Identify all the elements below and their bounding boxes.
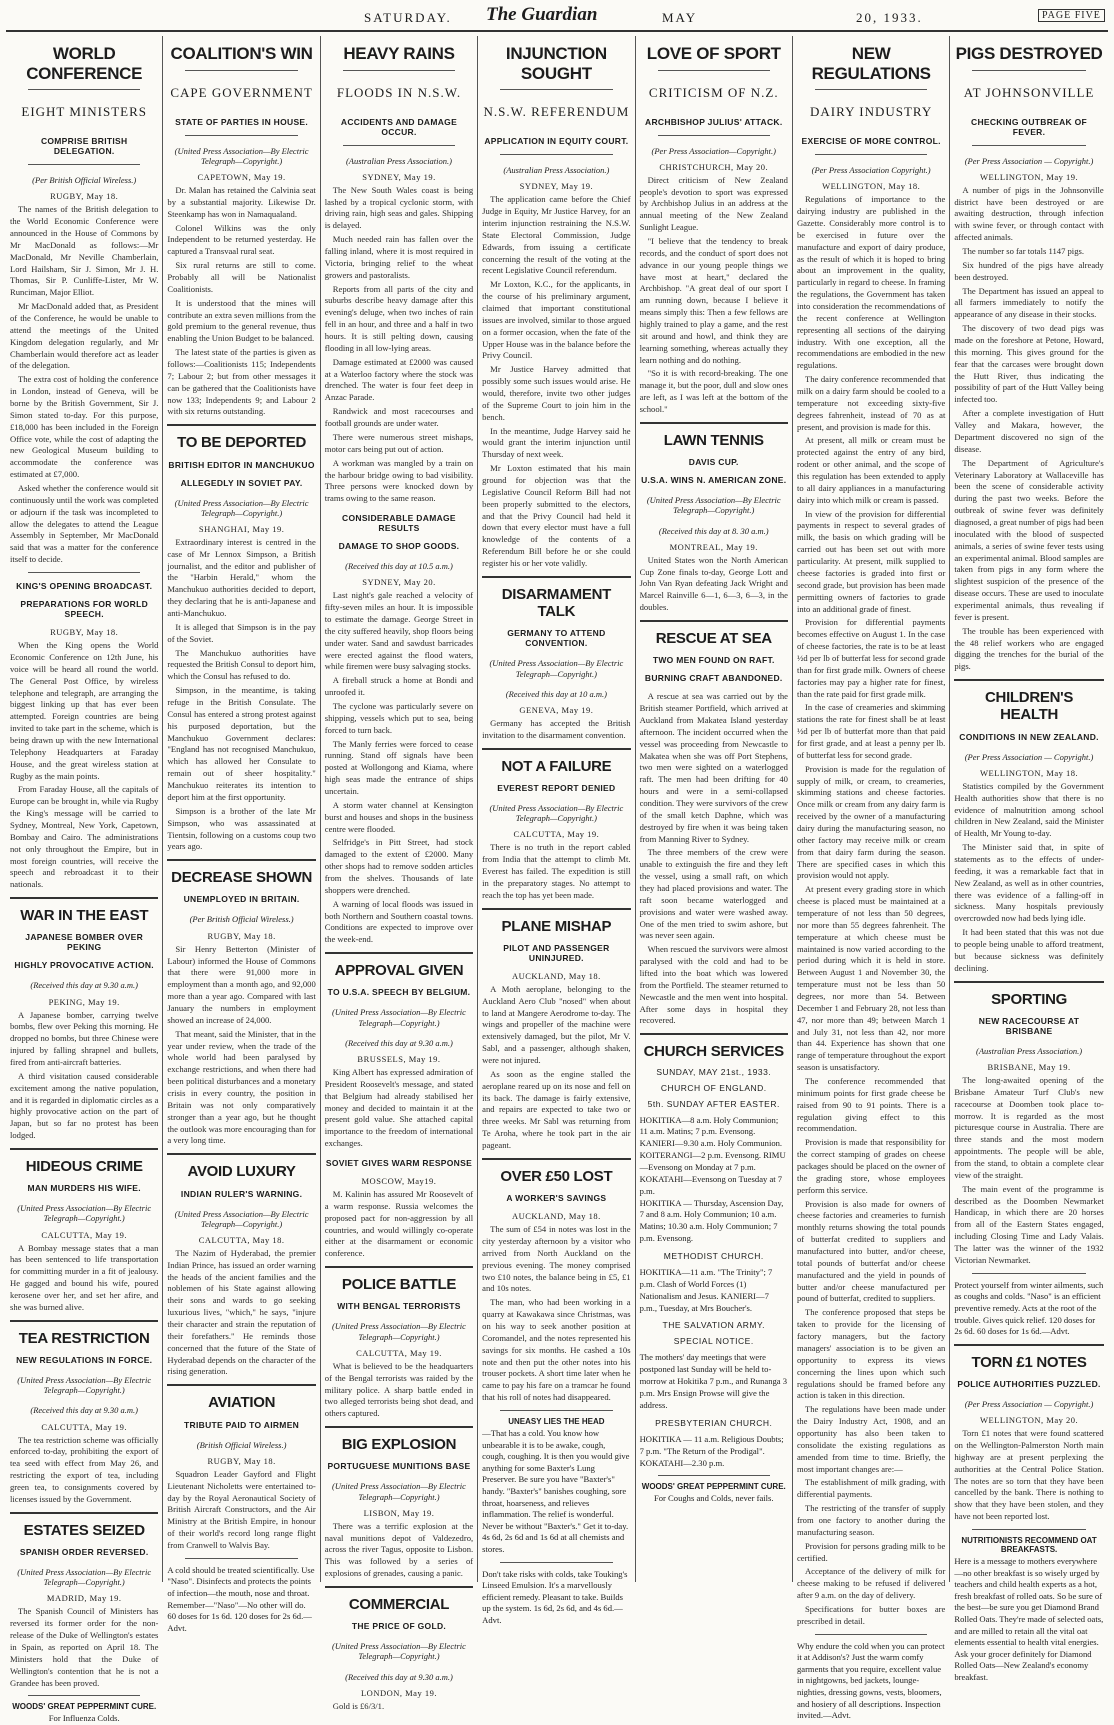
- agency-line: (United Press Association—By Electric Telegraph—Copyright.): [174, 497, 309, 518]
- paragraph: There was a terrific explosion at the naval munitions depot of Valdezedro, across the river Tagus, opposite to Lisbon. This was followed by a series of explosions of grenades, causing a panic.: [324, 1520, 474, 1579]
- subhead-provocative: HIGHLY PROVOCATIVE ACTION.: [14, 960, 154, 971]
- dateline: CALCUTTA, May 19.: [513, 829, 600, 840]
- masthead: [0, 0, 1114, 30]
- subhead-british-editor: BRITISH EDITOR IN MANCHUKUO: [168, 459, 315, 470]
- agency-line: (United Press Association—By Electric Telegraph—Copyright.): [332, 1481, 466, 1502]
- article-body: [482, 194, 630, 570]
- service-listing: KOITERANGI—2 p.m. Evensong. RIMU—Evensong on Monday at 7 p.m. KOKATAHI—Evensong on Tuesday at 7 p.m.: [639, 1150, 786, 1196]
- subhead-johnsonville: AT JOHNSONVILLE: [963, 84, 1095, 100]
- paragraph: A Bombay message states that a man has been sentenced to life transportation for committing murder in a fit of jealousy. He gagged and bound his wife, poured kerosene over her, and set her afire, and she was burned alive.: [10, 1242, 159, 1312]
- paragraph: The regulations have been made under the Dairy Industry Act, 1908, and an opportunity has also been taken to consolidate the existing regulations as amended from time to time. Briefly, the most important changes are:—: [796, 1404, 946, 1474]
- paragraph: A warning of local floods was issued in both Northern and Southern coastal towns. Conditions are expected to improve over the week-end.: [324, 898, 474, 945]
- agency-line: (United Press Association—By Electric Telegraph—Copyright.): [332, 1641, 466, 1662]
- paragraph: The number so far totals 1147 pigs.: [962, 246, 1084, 257]
- headline-heavy-rains: HEAVY RAINS: [343, 44, 455, 63]
- column-6: [793, 36, 950, 1721]
- dateline: SYDNEY, May 19.: [362, 171, 436, 182]
- dateline: GENEVA, May 19.: [519, 704, 594, 715]
- headline-avoid-luxury: AVOID LUXURY: [187, 1163, 296, 1181]
- paragraph: Specifications for butter boxes are prescribed in detail.: [796, 1603, 946, 1626]
- paragraph: The Spanish Council of Ministers has reversed its former order for the non-release of the Duke of Wellington's estates in Spain, as reported on April 18. The Ministers hold that the Duke of Wellington's contention that he is not a Grandee has been proved.: [10, 1606, 159, 1688]
- subhead-police-puzzled: POLICE AUTHORITIES PUZZLED.: [957, 1378, 1101, 1389]
- article-body: [797, 194, 945, 1627]
- paragraph: A Japanese bomber, carrying twelve bombs, flew over Peking this morning. He dropped no bombs, but three Chinese were injured by falling shrapnel and bullets, fired from anti-aircraft batteries.: [10, 1009, 159, 1067]
- subhead-state-of-parties: STATE OF PARTIES IN HOUSE.: [175, 116, 309, 127]
- subhead-archbishop: ARCHBISHOP JULIUS' ATTACK.: [645, 116, 783, 127]
- paragraph: As soon as the engine stalled the aeroplane reared up on its nose and fell on its back. The damage is fairly extensive, and repairs are expected to take two or three weeks. Mr Sabl was returning from Te Aroha, where he took part in the air pageant.: [482, 1068, 631, 1151]
- paragraph: The Department has issued an appeal to all farmers immediately to notify the appearance of any disease in their stocks.: [954, 285, 1104, 320]
- agency-line: (Per Press Association Copyright.): [811, 165, 931, 176]
- paragraph: A storm water channel at Kensington burst and houses and shops in the business centre were flooded.: [324, 799, 474, 834]
- article-body: [325, 1361, 473, 1420]
- presbyterian-church: PRESBYTERIAN CHURCH.: [655, 1417, 773, 1428]
- agency-line: (British Official Wireless.): [196, 1439, 287, 1450]
- agency-line: (United Press Association—By Electric Telegraph—Copyright.): [17, 1567, 152, 1588]
- paragraph: From Faraday House, all the capitals of Europe can be brought in, while via Rugby the King's message will be carried to Sydney, Montreal, New York, Capetown, Bombay and Cairo. The administrations not only throughout the Empire, but in most foreign countries, will receive the speech and rebroadcast it to their nationals.: [10, 784, 159, 890]
- dateline: SYDNEY, May 20.: [362, 577, 436, 588]
- paragraph: Simpson is a brother of the late Mr Simpson, who was assassinated at Tientsin, following on a customs coup two years ago.: [167, 805, 316, 852]
- article-body: [10, 1243, 158, 1314]
- subhead-shop-goods: DAMAGE TO SHOP GOODS.: [338, 541, 460, 552]
- dateline: LONDON, May 19.: [360, 1687, 437, 1698]
- paragraph: The sum of £54 in notes was lost in the city yesterday afternoon by a visitor who arrived from North Auckland on the previous evening. The money comprised two £10 notes, the balance being in £5, £1 and 10s notes.: [482, 1224, 631, 1294]
- headline-hideous-crime: HIDEOUS CRIME: [25, 1158, 143, 1175]
- paragraph: The New South Wales coast is being lashed by a tropical cyclonic storm, with driving rain, high seas and gales. Shipping is delayed.: [324, 184, 474, 231]
- advert-text: —That has a cold. You know how unbearable it is to be awake, cough, cough, coughing. It is then you would give anything for some Baxter's Lung Preserver. Be sure you have "Baxter's" handy. "Baxter's" banishes coughing, sore throat, hoarseness, and relieves inflammation. The relief is wonderful. Never be without "Baxter's." Get it to-day. 4s 6d, 2s 6d and 1s 6d at all chemists and stores.: [482, 1428, 630, 1554]
- column-1: [6, 36, 163, 1724]
- paragraph: United States won the North American Cup Zone finals to-day, George Lott and John Van Ryan defeating Jack Wright and Marcel Rainville 6—1, 6—3, 6—3, in the doubles.: [639, 554, 788, 613]
- article-body: [640, 175, 788, 416]
- article-body: [325, 1067, 473, 1150]
- article-body: [954, 1428, 1103, 1523]
- masthead-paper-title: The Guardian: [486, 4, 598, 25]
- paragraph: Mr Loxton, K.C., for the applicants, in the course of his preliminary argument, claimed that important constitutional issues are involved, similar to those argued on a former occasion, when the fate of the Upper House was in the balance before the Privy Council.: [482, 279, 631, 361]
- paragraph: At present every grading store in which cheese is placed must be maintained at a temperature of not less than 50 degrees, nor more than 55 degrees fahrenheit. The temperature at which cheese must be maintained is now varied according to the period during which it is held in store. Between August 1 and November 30, the temperature must not be less than 50 degrees, nor more than 54. Between December 1 and February 28, not less than 47, nor more than 49; between March 1 and July 31, not less than 42, nor more than 44. Experience has shown that one range of temperature throughout the export season is unsatisfactory.: [796, 884, 946, 1073]
- article-body: [10, 1010, 158, 1142]
- article-body: [167, 1469, 315, 1552]
- service-listing: HOKITIKA — 11 a.m. Religious Doubts; 7 p.m. "The Return of the Prodigal". KOKATAHI—2.30 p.m.: [639, 1433, 784, 1468]
- dateline: RUGBY, May 18.: [207, 1455, 276, 1466]
- sunday-after-easter: 5th. SUNDAY AFTER EASTER.: [647, 1098, 780, 1109]
- subhead-workers-savings: A WORKER'S SAVINGS: [506, 1193, 607, 1204]
- paragraph: The Minister said that, in spite of statements as to the effects of under-feeding, it was a remarkable fact that in New Zealand, as well as in other countries, there was evidence of a falling-off in sickness. Many hospitals previously overcrowded now had beds lying idle.: [954, 842, 1104, 924]
- article-body: [640, 555, 788, 614]
- subhead-more-control: EXERCISE OF MORE CONTROL.: [801, 136, 941, 147]
- article-body: [482, 718, 630, 742]
- article-body: [325, 1521, 473, 1580]
- headline-disarmament-talk: DISARMAMENT TALK: [501, 585, 611, 621]
- article-body: [482, 984, 630, 1152]
- paragraph: The discovery of two dead pigs was made on the foreshore at Petone, Howard, this morning. This gives ground for the fear that the carcases were brought down the Hutt River, thus indicating the possibility of part of the Hutt Valley being infected too.: [954, 323, 1104, 405]
- subhead-equity-court: APPLICATION IN EQUITY COURT.: [484, 136, 629, 147]
- article-body: [10, 1435, 158, 1506]
- paragraph: King Albert has expressed admiration of President Roosevelt's message, and stated that Belgium had already stabilised her money and decided to maintain it at the present gold value. She attached capital importance to the freedom of international exchanges.: [324, 1067, 474, 1149]
- subhead-dairy-industry: DAIRY INDUSTRY: [810, 104, 933, 120]
- paragraph: The conference proposed that steps be taken to provide for the licensing of factory managers, but the factory managers' association is to be given an opportunity to express its views concerning the lines upon which such regulations should be framed before any action is taken in this direction.: [796, 1307, 946, 1401]
- advert-heading: UNEASY LIES THE HEAD: [508, 1417, 605, 1427]
- headline-injunction-sought: INJUNCTION SOUGHT: [505, 44, 607, 83]
- paragraph: Extraordinary interest is centred in the case of Mr Lennox Simpson, a British journalist, and the editor and publisher of the "Harbin Herald," whom the Manchukuo authorities decided to deport, they declaring that he is anti-Japanese and anti-Manchukuo.: [167, 536, 316, 619]
- headline-plane-mishap: PLANE MISHAP: [501, 917, 612, 935]
- paragraph: When rescued the survivors were almost paralysed with the cold and had to be lifted into the boat which was lowered from the Portfield. The steamer returned to Newcastle and the men went into hospital. After some days in hospital they recovered.: [639, 944, 788, 1026]
- dateline: MOSCOW, May19.: [361, 1176, 437, 1187]
- paragraph: Provision for differential payments becomes effective on August 1. In the case of cheese factories, the rate is to be at least ½d per lb of butterfat less for second grade than for first grade milk. Owners of cheese factories may pay a higher rate for finest, than the rate paid for first grade milk.: [796, 617, 946, 699]
- service-listing: The mothers' day meetings that were postponed last Sunday will be held to-morrow at Hokitika 7 p.m., and Runanga 3 p.m. Mrs Ensign Prowse will give the address.: [639, 1352, 788, 1410]
- column-3: [321, 36, 478, 1711]
- service-listing: HOKITIKA—11 a.m. "The Trinity"; 7 p.m. Clash of World Forces (1) Nationalism and Jesus. KANIERI—7 p.m., Tuesday, at Mrs Boucher's.: [639, 1267, 773, 1313]
- paragraph: Asked whether the conference would sit continuously until the work was completed or adjourn if the task was incompleted to allow the delegates to attend the League Assembly in September, Mr MacDonald said that was a matter for the conference itself to decide.: [10, 483, 159, 565]
- paragraph: The dairy conference recommended that milk on a dairy farm should be cooled to a temperature not exceeding sixty-five degrees fahrenheit, instead of 70 as at present, and provision is made for this.: [796, 374, 946, 432]
- methodist-church: METHODIST CHURCH.: [663, 1251, 764, 1262]
- dateline: CHRISTCHURCH, May 20.: [659, 161, 769, 172]
- dateline: CALCUTTA, May 18.: [198, 1234, 285, 1245]
- agency-line: (Per Press Association—Copyright.): [651, 145, 776, 156]
- paragraph: In view of the provision for differential payments in respect to several grades of milk, the basis on which grading will be carried out has been set out with more particularity. At present, milk supplied to cheese factories is graded into first or second grade, but provision has been made permitting owners of factories to grade into an additional grade of finest.: [796, 508, 946, 614]
- subhead-accidents: ACCIDENTS AND DAMAGE OCCUR.: [340, 116, 458, 137]
- paragraph: The extra cost of holding the conference in London, instead of Geneva, will be borne by the British Government, Sir J. Simon stated to-day. For this purpose, £18,000 has been included in the Foreign Office vote, while the cost of adapting the new Geological Museum building to accommodate the conference was estimated at £7,000.: [10, 374, 159, 480]
- subhead-checking-outbreak: CHECKING OUTBREAK OF FEVER.: [971, 116, 1088, 137]
- headline-big-explosion: BIG EXPLOSION: [341, 1436, 457, 1454]
- agency-line: (Per British Official Wireless.): [189, 914, 294, 925]
- article-body: [167, 537, 315, 853]
- headline-pigs-destroyed: PIGS DESTROYED: [955, 44, 1103, 63]
- agency-line: (Per Press Association — Copyright.): [964, 1398, 1094, 1409]
- dateline: CALCUTTA, May 19.: [41, 1229, 128, 1240]
- headline-torn-notes: TORN £1 NOTES: [971, 1353, 1087, 1371]
- paragraph: The Department of Agriculture's Veterinary Laboratory at Wallaceville has been the scene of considerable activity during the past two weeks. Before the outbreak of swine fever was definitely diagnosed, a great number of pigs had been inoculated with the blood of suspected animals, a series of swine fever tests using an experimental animal. Blood samples are taken from pigs in any form where the slightest suspicion of the presence of the disease occurs. These are used to inoculate experimental animals, thus revealing if fever is present.: [954, 457, 1104, 622]
- advert-text: For Coughs and Colds, never fails.: [653, 1493, 774, 1504]
- headline-police-battle: POLICE BATTLE: [341, 1276, 457, 1294]
- headline-approval-given: APPROVAL GIVEN: [334, 962, 464, 980]
- dateline: WELLINGTON, May 20.: [979, 1415, 1079, 1426]
- dateline: WELLINGTON, May 18.: [822, 181, 921, 192]
- headline-aviation: AVIATION: [208, 1394, 276, 1412]
- paragraph: A rescue at sea was carried out by the British steamer Portfield, which arrived at Auckland from Makatea Island yesterday afternoon. The incident occurred when the vessel was proceeding from Newcastle to Makatea when she was off Port Stephens, two men were sighted on a waterlogged raft. The men had been drifting for 40 hours and were in a semi-collapsed condition. They were survivors of the crew of the small ketch Daphne, which was destroyed by fire when it was being taken from Manning River to Sydney.: [639, 691, 788, 844]
- agency-line: (United Press Association—By Electric Telegraph—Copyright.): [646, 495, 781, 516]
- advert-text: Protect yourself from winter ailments, such as coughs and colds. "Naso" is an efficient preventive remedy. Acts at the root of the trouble. Gives quick relief. 120 doses for 2s 6d. 60 doses for 1s 6d.—Advt.: [954, 1279, 1104, 1337]
- subhead-burning-craft: BURNING CRAFT ABANDONED.: [644, 673, 783, 684]
- article-body: [954, 185, 1103, 673]
- received-line: (Received this day at 8. 30 a.m.): [658, 525, 769, 536]
- article-body: [325, 590, 473, 946]
- paragraph: Torn £1 notes that were found scattered on the Wellington-Palmerston North main highway are at present perplexing the authorities at the Central Police Station. The notes are so torn that they have been cancelled by the bank. There is nothing to show that they have been stolen, and they have not been reported lost.: [954, 1428, 1104, 1522]
- paragraph: Sir Henry Betterton (Minister of Labour) informed the House of Commons that there were 91,000 more in employment than a month ago, and 92,000 more than a year ago. Compared with last January the numbers in employment showed an increase of 24,000.: [167, 943, 316, 1025]
- subhead-belgium: TO U.S.A. SPEECH BY BELGIUM.: [327, 987, 471, 998]
- paragraph: The Nazim of Hyderabad, the premier Indian Prince, has issued an order warning the heads of the ancient families and the noblemen of his State against allowing their sons and wards to go seeking luxurious lives, "which," he says, "injure their character and strain the reputation of their forefathers." He reminds those concerned that the future of the State of Hyderabad depends on the character of the rising generation.: [167, 1247, 316, 1377]
- article-body: [640, 691, 788, 1027]
- received-line: (Received this day at 10.5 a.m.): [345, 561, 453, 572]
- paragraph: Statistics compiled by the Government Health authorities show that there is no evidence of malnutrition among school children in New Zealand, said the Minister of Health, Mr Young to-day.: [954, 780, 1104, 839]
- headline-commercial: COMMERCIAL: [348, 1596, 450, 1614]
- received-line: (Received this day at 9.30 a.m.): [345, 1671, 453, 1682]
- dateline: WELLINGTON, May 18.: [979, 767, 1079, 778]
- paragraph: Mr Loxton estimated that his main ground for objection was that the Legislative Council Reform Bill had not been properly submitted to the electors, and that the Privy Council had held it down that every elector must have a full knowledge of the contents of a Referendum Bill before he or she could register his or her vote validly.: [482, 463, 631, 569]
- agency-line: (United Press Association—By Electric Telegraph—Copyright.): [332, 1007, 466, 1028]
- received-line: (Received this day at 9.30 a.m.): [345, 1037, 453, 1048]
- dateline: AUCKLAND, May 18.: [511, 970, 601, 981]
- headline-estates-seized: ESTATES SEIZED: [23, 1521, 145, 1539]
- column-2: [163, 36, 320, 1633]
- article-body: [10, 640, 158, 891]
- dateline: CALCUTTA, May 19.: [41, 1421, 128, 1432]
- masthead-month: MAY: [662, 10, 698, 25]
- church-of-england: CHURCH OF ENGLAND.: [660, 1082, 767, 1093]
- advert-text: For Influenza Colds.: [48, 1713, 120, 1724]
- paragraph: Mr MacDonald added that, as President of the Conference, he would be unable to attend the meetings of the United Kingdom delegation regularly, and Mr Chamberlain would therefore act as leader of the delegation.: [10, 301, 159, 371]
- article-body: [10, 204, 158, 566]
- paragraph: Dr. Malan has retained the Calvinia seat by a substantial majority. Likewise Dr. Steenkamp has won in Namaqualand.: [167, 184, 316, 219]
- advert-text: Don't take risks with colds, take Touking's Linseed Emulsion. It's a marvellously efficient remedy. Pleasant to take. Builds up the system. 1s 6d, 2s 6d, and 4s 6d.—Advt.: [482, 1568, 628, 1625]
- masthead-rule: [6, 30, 1108, 32]
- paragraph: The latest state of the parties is given as follows:—Coalitionists 115; Independents 7; Labour 2; but from other messages it can be gathered that the Coalitionists have now 133; Independents 9; and Labour 2 with six returns outstanding.: [167, 347, 316, 417]
- paragraph: Provision for persons grading milk to be certified.: [796, 1540, 946, 1563]
- headline-world-conference: WORLD CONFERENCE: [26, 44, 143, 83]
- headline-lawn-tennis: LAWN TENNIS: [663, 431, 764, 449]
- paragraph: Provision is made for the regulation of supply of milk, or cream, to creameries, skimming stations and cheese factories. Once milk or cream from any dairy farm is received by the owner of a manufacturing dairy during the manufacturing season, no other factory may receive milk or cream from that dairy farm during the season. There are specified cases in which this provision would not apply.: [796, 763, 946, 881]
- dateline: WELLINGTON, May 19.: [979, 171, 1079, 182]
- subhead-man-murders: MAN MURDERS HIS WIFE.: [27, 1183, 141, 1194]
- paragraph: Colonel Wilkins was the only Independent to be returned yesterday. He captured a Transvaal rural seat.: [167, 222, 316, 257]
- paragraph: "I believe that the tendency to break records, and the conduct of sport does not advance in our young people things we have most at heart," declared the Archbishop. "A great deal of our sport I am running down, because I believe it means simply this: Then a few fellows are highly trained to play a game, and the rest sit around and howl, and think they are learning something, whereas actually they learn nothing and do nothing.: [639, 236, 788, 365]
- headline-coalitions-win: COALITION'S WIN: [170, 44, 313, 63]
- article-body: [167, 944, 315, 1148]
- headline-tea-restriction: TEA RESTRICTION: [18, 1329, 150, 1347]
- advert-heading: NUTRITIONISTS RECOMMEND OAT BREAKFASTS.: [961, 1536, 1097, 1555]
- paragraph: Direct criticism of New Zealand people's devotion to sport was expressed by Archbishop Julius in an address at the annual meeting of the New Zealand Sunlight League.: [639, 174, 788, 233]
- subhead-new-racecourse: NEW RACECOURSE AT BRISBANE: [978, 1015, 1080, 1036]
- service-listing: HOKITIKA — Thursday, Ascension Day, 7 and 8 a.m. Holy Communion; 10 a.m. Matins; 10.30 a.m. Holy Communion; 7 p.m. Evensong.: [639, 1197, 784, 1244]
- subhead-unemployed: UNEMPLOYED IN BRITAIN.: [183, 894, 300, 905]
- paragraph: Acceptance of the delivery of milk for cheese making to be refused if delivered after 9 a.m. on the day of delivery.: [796, 1566, 946, 1601]
- headline-decrease-shown: DECREASE SHOWN: [171, 869, 312, 887]
- dateline: CAPETOWN, May 19.: [197, 171, 286, 182]
- paragraph: That meant, said the Minister, that in the year under review, when the trade of the whole world had been paralysed by exchange restrictions, and when there had been political disturbances and a monetary crisis in every country, the position in Britain was not only comparatively stronger than a year ago, but he thought the outlook was more encouraging than for a very long time.: [167, 1028, 316, 1146]
- received-line: (Received this day at 9.30 a.m.): [30, 980, 139, 991]
- paragraph: After a complete investigation of Hutt Valley and Makara, however, the Department discovered no sign of the disease.: [954, 408, 1104, 454]
- headline-war-in-east: WAR IN THE EAST: [20, 907, 149, 925]
- headline-church-services: CHURCH SERVICES: [643, 1043, 784, 1061]
- dateline: BRISBANE, May 19.: [987, 1061, 1071, 1072]
- dateline: SYDNEY, May 19.: [519, 181, 594, 192]
- subhead-indian-ruler: INDIAN RULER'S WARNING.: [180, 1188, 303, 1199]
- paragraph: The conference recommended that minimum points for first grade cheese be raised from 90 to 91 points. There is a regulation giving effect to this recommendation.: [796, 1076, 946, 1134]
- agency-line: (United Press Association—By Electric Telegraph—Copyright.): [489, 802, 624, 824]
- subhead-preparations: PREPARATIONS FOR WORLD SPEECH.: [20, 599, 149, 620]
- paragraph: The long-awaited opening of the Brisbane Amateur Turf Club's new racecourse at Doomben took place to-morrow. It is regarded as the most picturesque course in Australia. There are three stands and the most modern appointments. The people will be able, from the stand, to obtain a complete clear view of the straight.: [954, 1074, 1104, 1180]
- subhead-soviet-response: SOVIET GIVES WARM RESPONSE: [325, 1158, 473, 1169]
- advert-text: Why endure the cold when you can protect it at Addison's? Just the warm comfy garments that you require, excellent value in nightgowns, bed jackets, lounge-nighties, dressing gowns, vests, bloomers, and hosiery of all descriptions. Inspection invited.—Advt.: [796, 1640, 945, 1721]
- agency-line: (United Press Association—By Electric Telegraph—Copyright.): [489, 658, 624, 679]
- agency-line: (Australian Press Association.): [503, 165, 610, 176]
- agency-line: (United Press Association—By Electric Telegraph—Copyright.): [174, 145, 309, 166]
- paragraph: At present, all milk or cream must be protected against the entry of any bird, rodent or other animal, and the scope of this regulation has been extended to apply to all dairy appliances in a manufacturing dairy into which milk or cream is passed.: [796, 435, 946, 505]
- paragraph: The establishment of milk grading, with differential payments.: [796, 1477, 946, 1500]
- paragraph: Squadron Leader Gayford and Flight Lieutenant Nicholetts were entertained to-day by the Royal Aeronautical Society of British Aircraft Constructors, and the Air Ministry at the British Empire, in honour of their world's record long range flight from Cranwell to Walvis Bay.: [167, 1468, 316, 1550]
- paragraph: Selfridge's in Pitt Street, had stock damaged to the extent of £2000. Many other shops had to remove sodden articles from the shelves. Thousands of late shoppers were drenched.: [324, 837, 474, 895]
- article-body: [167, 185, 315, 418]
- paragraph: Much needed rain has fallen over the falling inland, where it is most required in Victoria, bringing relief to the wheat growers and pastoralists.: [324, 234, 474, 280]
- paragraph: Reports from all parts of the city and suburbs describe heavy damage after this evening's deluge, when two inches of rain fell in an hour, and three and a half in two hours. It is still pelting down, causing flooding in all low-lying areas.: [324, 283, 474, 353]
- subhead-nsw-referendum: N.S.W. REFERENDUM: [483, 104, 630, 120]
- headline-over-50-lost: OVER £50 LOST: [500, 1167, 613, 1185]
- subhead-japanese-bomber: JAPANESE BOMBER OVER PEKING: [25, 932, 144, 953]
- paragraph: Germany has accepted the British invitation to the disarmament convention.: [482, 717, 631, 740]
- paragraph: M. Kalinin has assured Mr Roosevelt of a warm response. Russia welcomes the proposed pact for non-aggression by all countries, and would willingly co-operate either at the disarmament or economic conference.: [324, 1189, 474, 1259]
- subhead-germany: GERMANY TO ATTEND CONVENTION.: [507, 628, 606, 649]
- dateline: AUCKLAND, May 18.: [511, 1211, 601, 1222]
- article-body: [482, 1224, 630, 1404]
- headline-childrens-health: CHILDREN'S HEALTH: [985, 689, 1074, 724]
- column-4: [478, 36, 635, 1625]
- paragraph: "So it is with record-breaking. The one manage it, but the poor, dull and slow ones are left, as I was left at the bottom of the school.": [639, 368, 788, 415]
- subhead-usa-wins: U.S.A. WINS N. AMERICAN ZONE.: [641, 475, 787, 486]
- paragraph: The tea restriction scheme was officially enforced to-day, prohibiting the export of tea seed with effect from May 26, and restricting the export of tea, including green tea, to consignments covered by licenses issued by the Government.: [10, 1434, 159, 1504]
- paragraph: It is understood that the mines will contribute an extra seven millions from the gold premium to the general revenue, thus enabling the Union Budget to be balanced.: [167, 297, 316, 344]
- paragraph: Mr Justice Harvey admitted that possibly some such issues would arise. He would, therefore, invite two other judges of the Supreme Court to join him in the bench.: [482, 364, 631, 422]
- received-line: (Received this day at 10 a.m.): [505, 688, 607, 699]
- dateline: CALCUTTA, May 19.: [356, 1347, 442, 1358]
- subhead-tribute-airmen: TRIBUTE PAID TO AIRMEN: [184, 1419, 300, 1430]
- paragraph: A fireball struck a home at Bondi and unroofed it.: [324, 675, 474, 698]
- masthead-page-number: PAGE FIVE: [1038, 9, 1105, 22]
- paragraph: When the King opens the World Economic Conference on 12th June, his voice will be heard all round the world. The General Post Office, by wireless telephone and telegraph, are arranging the biggest linking up that has ever been attempted. Foreign countries are being invited to take part in the scheme, which is being drawn up with the new International Telephony Headquarters at Faraday House, and the great wireless station at Rugby as the main points.: [10, 640, 159, 781]
- paragraph: A third visitation caused considerable excitement among the native population, and it is regarded in diplomatic circles as a highly provocative action on the part of Japan, but so far no protest has been lodged.: [10, 1070, 159, 1141]
- paragraph: The application came before the Chief Judge in Equity, Mr Justice Harvey, for an interim injunction restraining the N.S.W. State Electoral Commission, Judge Edwards, from issuing a certificate concerning the result of the voting at the recent Legislative Council referendum.: [482, 194, 631, 276]
- column-5: [636, 36, 793, 1582]
- advert-text: Here is a message to mothers everywhere—no other breakfast is so wisely urged by teachers and child health experts as a hot, fresh breakfast of rolled oats. So be sure of the best—be sure you get Diamond Brand Rolled Oats. They're made of selected oats, and are milled to retain all the vital oat elements essential to health vital energies. Ask your grocer definitely for Diamond Rolled Oats—New Zealand's economy breakfast.: [954, 1556, 1104, 1682]
- subhead-two-men: TWO MEN FOUND ON RAFT.: [652, 655, 775, 666]
- subhead-floods: FLOODS IN N.S.W.: [336, 84, 462, 100]
- paragraph: It is alleged that Simpson is in the pay of the Soviet.: [167, 621, 316, 644]
- subhead-considerable-damage: CONSIDERABLE DAMAGE RESULTS: [342, 513, 456, 534]
- agency-line: (United Press Association—By Electric Telegraph—Copyright.): [332, 1321, 466, 1342]
- paragraph: Regulations of importance to the dairying industry are published in the Gazette. Considerably more control is to be exercised in future over the manufacture and export of dairy produce, as the result of which it is hoped to bring about an improvement in the quality, particularly in regard to cheese. In framing the regulations, the Government has taken into consideration the recommendations of the recent conference at Wellington representing all sections of the dairying industry. With one exception, all the recommendations are embodied in the new regulations.: [796, 194, 946, 371]
- paragraph: Randwick and most racecourses and football grounds are under water.: [324, 406, 474, 429]
- dateline: PEKING, May 19.: [48, 996, 120, 1007]
- paragraph: The names of the British delegation to the World Economic Conference were announced in the House of Commons by Mr MacDonald as follows:—Mr MacDonald, Mr Neville Chamberlain, Lord Hailsham, Sir J. Simon, Mr J. H. Thomas, Sir P. Cunliffe-Lister, Mr W. Runciman, Major Elliot.: [10, 204, 159, 298]
- headline-to-be-deported: TO BE DEPORTED: [177, 434, 307, 452]
- paragraph: The three members of the crew were unable to extinguish the fire and they left the vessel, using a small raft, on which they had placed provisions and water. The raft soon became waterlogged and provisions and water were washed away. One of the men tried to swim ashore, but was never seen again.: [639, 847, 788, 941]
- paragraph: The Manchukuo authorities have requested the British Consul to deport him, which the Consul has refused to do.: [167, 647, 316, 682]
- article-body: [482, 842, 630, 901]
- dateline: RUGBY, May 18.: [50, 191, 119, 202]
- paragraph: A Moth aeroplane, belonging to the Auckland Aero Club "nosed" when about to land at Mangere Aerodrome to-day. The wings and propeller of the machine were extensively damaged, but the pilot, Mr V. Sabl, and a passenger, although shaken, were not injured.: [482, 983, 631, 1066]
- subhead-criticism-nz: CRITICISM OF N.Z.: [648, 84, 779, 100]
- subhead-eight-ministers: EIGHT MINISTERS: [21, 104, 147, 120]
- paragraph: Simpson, in the meantime, is taking refuge in the British Consulate. The Consul has entered a strong protest against his purposed deportation, but the Manchukuo Government declares: "England has not recognised Manchukuo, which has allowed her Consulate to remain out of sheer hospitality." Manchukuo reiterates its intention to deport him at the first opportunity.: [167, 685, 316, 802]
- subhead-pilot-uninjured: PILOT AND PASSENGER UNINJURED.: [503, 942, 610, 963]
- paragraph: In the case of creameries and skimming stations the rate for finest shall be at least ½d per lb of butterfat more than that paid for first grade, and at least a penny per lb. of butterfat less for second grade.: [796, 702, 946, 760]
- salvation-army: THE SALVATION ARMY.: [662, 1320, 765, 1331]
- dateline: LISBON, May 19.: [363, 1507, 435, 1518]
- paragraph: A workman was mangled by a train on the harbour bridge owing to bad visibility. Three persons were knocked down by trams owing to the same reason.: [324, 457, 474, 504]
- paragraph: What is believed to be the headquarters of the Bengal terrorists was raided by the military police. A sharp battle ended in two alleged terrorists being shot dead, and others captured.: [324, 1360, 474, 1419]
- subhead-everest: EVEREST REPORT DENIED: [497, 782, 616, 793]
- paragraph: The cyclone was particularly severe on shipping, vessels which put to sea, being forced to turn back.: [324, 701, 474, 735]
- special-notice: SPECIAL NOTICE.: [673, 1336, 754, 1347]
- paragraph: Six hundred of the pigs have already been destroyed.: [954, 259, 1104, 282]
- subhead-price-of-gold: THE PRICE OF GOLD.: [351, 1621, 447, 1632]
- advert-heading: WOODS' GREAT PEPPERMINT CURE.: [641, 1482, 786, 1492]
- masthead-day: SATURDAY.: [364, 10, 452, 25]
- subhead-munitions-base: PORTUGUESE MUNITIONS BASE: [327, 1461, 471, 1472]
- subhead-cape-government: CAPE GOVERNMENT: [170, 84, 313, 100]
- headline-kings-broadcast: KING'S OPENING BROADCAST.: [16, 581, 153, 592]
- paragraph: A number of pigs in the Johnsonville district have been destroyed or are awaiting destruction, through infection with swine fever, or through contact with affected animals.: [954, 184, 1104, 243]
- dateline: MONTREAL, May 19.: [669, 541, 758, 552]
- article-body: [954, 781, 1103, 975]
- paragraph: Gold is £6/3/1.: [332, 1700, 385, 1711]
- dateline: MADRID, May 19.: [46, 1593, 122, 1604]
- paragraph: Provision is also made for owners of cheese factories and creameries to furnish monthly returns showing the total pounds of butterfat credited to suppliers and manufactured into butter, and/or cheese, total pounds of butterfat and/or cheese manufactured and the yield in pounds of butter and/or cheese manufactured per pound of butterfat, credited to suppliers.: [796, 1198, 946, 1304]
- subhead-bengal-terrorists: WITH BENGAL TERRORISTS: [337, 1301, 461, 1312]
- agency-line: (Per Press Association — Copyright.): [964, 155, 1094, 166]
- subhead-davis-cup: DAVIS CUP.: [688, 457, 739, 468]
- article-body: [325, 185, 473, 505]
- headline-new-regulations: NEW REGULATIONS: [811, 44, 931, 83]
- article-body: [954, 1075, 1103, 1267]
- paragraph: Provision is made that responsibility for the correct stamping of grades on cheese packages should be placed on the owner of the grading store, whose employees perform this service.: [796, 1137, 946, 1195]
- paragraph: Last night's gale reached a velocity of fifty-seven miles an hour. It is impossible to estimate the damage. George Street in the city suffered heavily, shop floors being under water. Sand and sawdust barricades were erected against the flood waters, while firemen were busy salvaging stocks.: [324, 590, 474, 672]
- dateline: BRUSSELS, May 19.: [357, 1054, 441, 1064]
- services-date: SUNDAY, MAY 21st., 1933.: [656, 1066, 772, 1077]
- headline-not-a-failure: NOT A FAILURE: [501, 757, 612, 775]
- article-body: [167, 1248, 315, 1378]
- column-7: [950, 36, 1107, 1682]
- paragraph: The trouble has been experienced with the 48 relief workers who are engaged digging the trenches for the burial of the pigs.: [954, 625, 1104, 672]
- paragraph: It had been stated that this was not due to people being unable to afford treatment, but because sickness was definitely declining.: [954, 927, 1104, 973]
- agency-line: (Australian Press Association.): [976, 1045, 1083, 1056]
- masthead-date: 20, 1933.: [856, 10, 923, 25]
- subhead-delegation: COMPRISE BRITISH DELEGATION.: [40, 136, 128, 157]
- paragraph: The main event of the programme is described as the Doomben Newmarket Handicap, in which there are 20 horses from all of the Eastern States engaged, including Closing Time and Lady Valais. The latter was the winner of the 1932 Victorian Newmarket.: [954, 1183, 1104, 1265]
- advert-text: A cold should be treated scientifically. Use "Naso". Disinfects and protects the points of infection—the mouth, nose and throat. Remember—"Naso"—No other will do. 60 doses for 1s 6d. 120 doses for 2s 6d.—Advt.: [167, 1564, 315, 1633]
- received-line: (Received this day at 9.30 a.m.): [30, 1405, 139, 1416]
- newspaper-columns: [6, 36, 1108, 1724]
- paragraph: There is no truth in the report cabled from India that the attempt to climb Mt. Everest has failed. The expedition is still in the preparatory stages. No attempt to reach the top has yet been made.: [482, 842, 631, 900]
- headline-rescue-at-sea: RESCUE AT SEA: [655, 630, 772, 648]
- service-listing: HOKITIKA—8 a.m. Holy Communion; 11 a.m. Matins; 7 p.m. Evensong. KANIERI—9.30 a.m. Holy Communion.: [639, 1114, 783, 1149]
- article-body: [325, 1701, 473, 1713]
- agency-line: (United Press Association—By Electric Telegraph—Copyright.): [17, 1375, 152, 1396]
- article-body: [10, 1606, 158, 1689]
- dateline: RUGBY, May 18.: [50, 627, 119, 638]
- subhead-soviet-pay: ALLEGEDLY IN SOVIET PAY.: [180, 477, 303, 488]
- subhead-spanish-order: SPANISH ORDER REVERSED.: [19, 1547, 149, 1557]
- subhead-conditions-nz: CONDITIONS IN NEW ZEALAND.: [959, 731, 1099, 742]
- paragraph: Six rural returns are still to come. Probably all will be Nationalist Coalitionists.: [167, 260, 316, 294]
- dateline: RUGBY, May 18.: [207, 930, 276, 941]
- agency-line: (Per British Official Wireless.): [32, 175, 137, 186]
- headline-sporting: SPORTING: [991, 990, 1068, 1008]
- agency-line: (Per Press Association — Copyright.): [964, 751, 1094, 762]
- headline-love-of-sport: LOVE OF SPORT: [646, 44, 781, 63]
- paragraph: There were numerous street mishaps, motor cars being put out of action.: [324, 431, 474, 454]
- paragraph: The man, who had been working in a quarry at Kawakawa since Christmas, was on his way to seek another position at Coromandel, and the notes represented his savings for six months. He cashed a 10s note and then put the other notes into his trouser pockets. A short time later when he came to pay his fare on a tramcar he found that his roll of notes had disappeared.: [482, 1297, 631, 1403]
- paragraph: The restricting of the transfer of supply from one factory to another during the manufacturing season.: [796, 1503, 946, 1537]
- subhead-new-regulations: NEW REGULATIONS IN FORCE.: [16, 1355, 153, 1366]
- agency-line: (United Press Association—By Electric Telegraph—Copyright.): [17, 1203, 152, 1224]
- dateline: SHANGHAI, May 19.: [198, 523, 285, 534]
- advert-heading: WOODS' GREAT PEPPERMINT CURE.: [12, 1702, 157, 1712]
- agency-line: (Australian Press Association.): [345, 155, 452, 166]
- paragraph: Damage estimated at £2000 was caused at a Waterloo factory where the stock was drenched. The water is four feet deep in Anzac Parade.: [324, 356, 474, 403]
- paragraph: In the meantime, Judge Harvey said he would grant the interim injunction until Thursday of next week.: [482, 425, 631, 460]
- agency-line: (United Press Association—By Electric Telegraph—Copyright.): [174, 1208, 309, 1229]
- article-body: [325, 1189, 473, 1260]
- paragraph: The Manly ferries were forced to cease running. Stand off signals have been posted at Wollongong and Kiama, where high seas made the entrance of ships uncertain.: [324, 738, 474, 797]
